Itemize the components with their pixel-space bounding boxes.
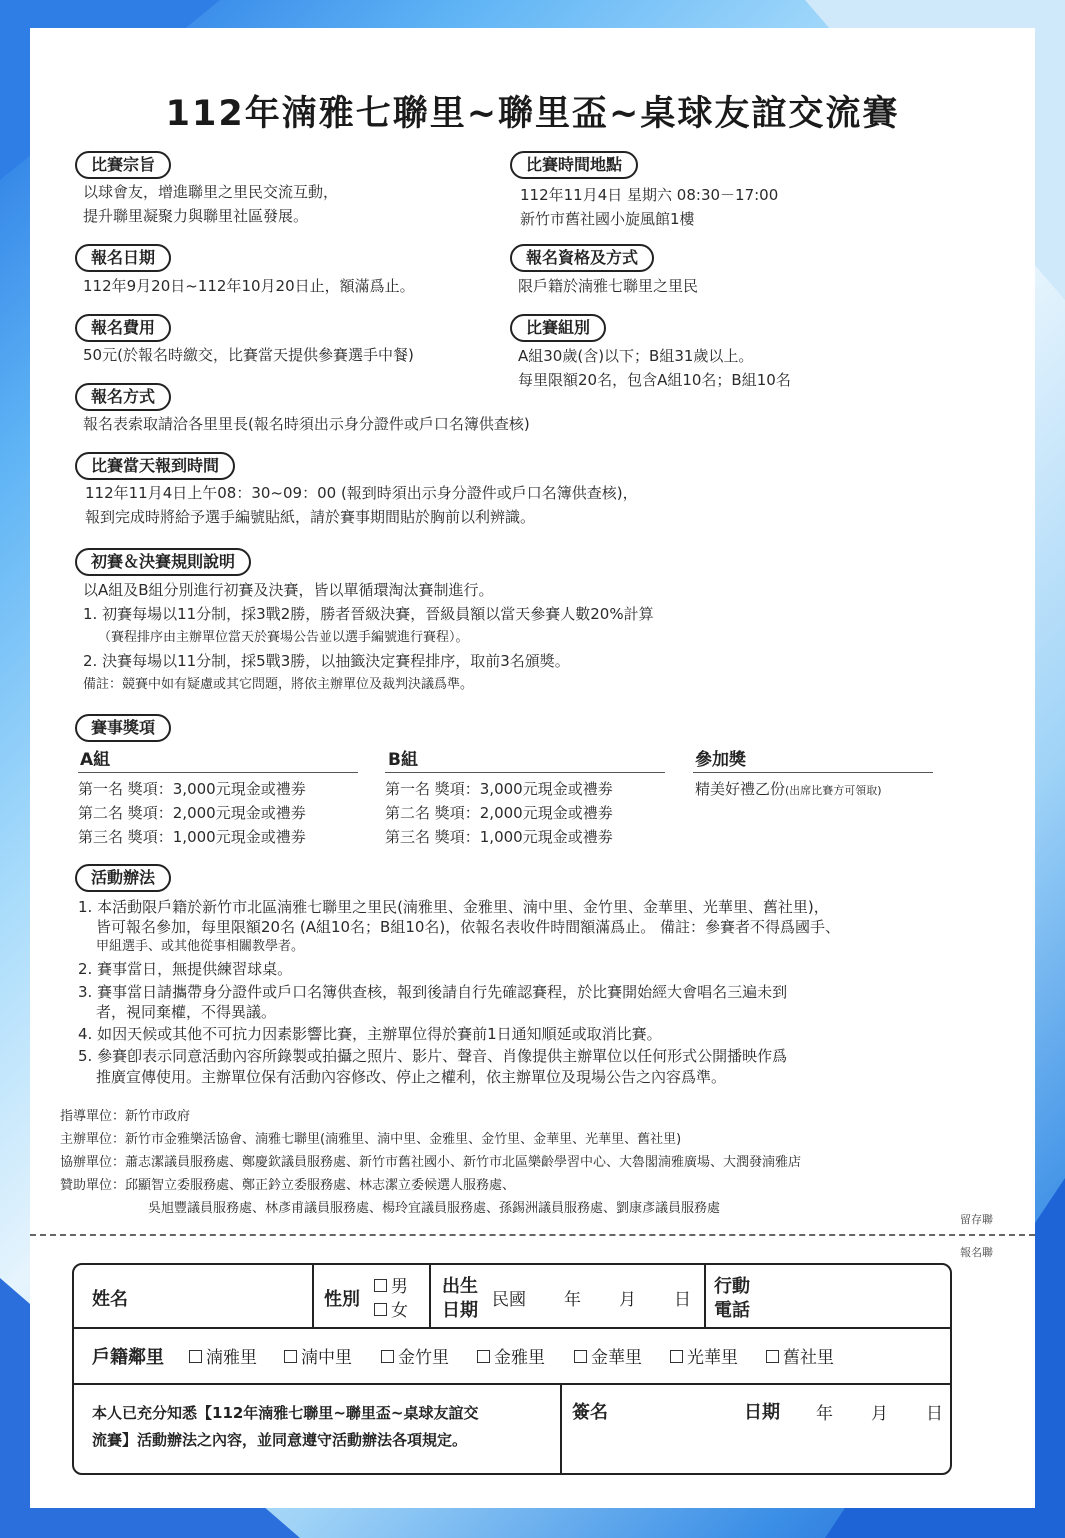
- village-option[interactable]: 舊社里: [766, 1343, 834, 1368]
- purpose-line: 以球會友，增進聯里之里民交流互動，: [83, 183, 339, 201]
- award-item: 第一名 獎項：3,000元現金或禮劵: [78, 780, 306, 798]
- rules-line: 1. 初賽每場以11分制，採3戰2勝，勝者晉級決賽，晉級員額以當天參賽人數20%計算: [83, 605, 654, 623]
- section-heading-fee: 報名費用: [75, 314, 171, 342]
- village-option[interactable]: 光華里: [670, 1343, 738, 1368]
- sign-year-label: 年: [816, 1404, 833, 1424]
- activity-line: 皆可報名參加，每里限額20名 (A組10名；B組10名)，依報名表收件時間額滿爲止。 備註：參賽者不得爲國手、: [96, 918, 841, 936]
- checkbox-icon: [284, 1350, 297, 1363]
- form-divider: [560, 1383, 562, 1473]
- award-group-a-label: A組: [80, 750, 111, 770]
- award-item: 第三名 獎項：1,000元現金或禮劵: [78, 828, 306, 846]
- birth-month-label: 月: [619, 1290, 636, 1310]
- section-heading-checkin: 比賽當天報到時間: [75, 452, 235, 480]
- signature-field[interactable]: [619, 1393, 739, 1463]
- form-divider: [704, 1265, 706, 1327]
- award-note: (出席比賽方可領取): [785, 784, 882, 797]
- poster-sheet: [30, 28, 1035, 1508]
- village-option[interactable]: 金雅里: [477, 1343, 545, 1368]
- form-divider: [74, 1327, 950, 1329]
- purpose-line: 提升聯里凝聚力與聯里社區發展。: [83, 207, 309, 225]
- village-option[interactable]: 湳中里: [284, 1343, 352, 1368]
- checkbox-icon: [374, 1303, 387, 1316]
- registration-form: [72, 1263, 952, 1475]
- name-field-label: 姓名: [92, 1289, 128, 1310]
- divider: [693, 772, 933, 773]
- poster-title: 112年湳雅七聯里~聯里盃~桌球友誼交流賽: [165, 94, 900, 134]
- divider: [385, 772, 665, 773]
- activity-line: 5. 參賽卽表示同意活動內容所錄製或拍攝之照片、影片、聲音、肖像提供主辦單位以任何形式公開播映作爲: [78, 1047, 788, 1065]
- section-heading-method: 報名方式: [75, 383, 171, 411]
- form-divider: [74, 1383, 950, 1385]
- village-option[interactable]: 湳雅里: [189, 1343, 257, 1368]
- activity-line: 3. 賽事當日請攜帶身分證件或戶口名簿供查核，報到後請自行先確認賽程，於比賽開始經大會唱名三遍未到: [78, 983, 788, 1001]
- activity-line: 2. 賽事當日，無提供練習球桌。: [78, 960, 293, 978]
- birth-day-label: 日: [674, 1290, 691, 1310]
- organizer-line: 吳旭豐議員服務處、林彥甫議員服務處、楊玲宜議員服務處、孫錫洲議員服務處、劉康彥議員服務處: [148, 1201, 721, 1216]
- time-place-line: 新竹市舊社國小旋風館1樓: [520, 210, 695, 228]
- activity-line: 推廣宣傳使用。主辦單位保有活動內容修改、停止之權利，依主辦單位及現場公告之內容爲準。: [96, 1068, 727, 1086]
- name-field[interactable]: [134, 1271, 304, 1321]
- award-item: 第三名 獎項：1,000元現金或禮劵: [385, 828, 613, 846]
- activity-line: 者，視同棄權，不得異議。: [96, 1003, 277, 1021]
- gender-field-label: 性別: [324, 1289, 360, 1310]
- section-heading-eligibility: 報名資格及方式: [510, 244, 654, 272]
- birth-field-label: 日期: [442, 1300, 478, 1321]
- groups-line: A組30歲(含)以下；B組31歲以上。: [518, 347, 754, 365]
- activity-line: 甲組選手、或其他從事相關教學者。: [96, 939, 305, 954]
- gender-female-option[interactable]: 女: [374, 1296, 408, 1321]
- sign-month-label: 月: [871, 1404, 888, 1424]
- checkbox-icon: [189, 1350, 202, 1363]
- section-heading-reg-date: 報名日期: [75, 244, 171, 272]
- phone-field-label: 行動: [714, 1276, 750, 1297]
- award-item: 第一名 獎項：3,000元現金或禮劵: [385, 780, 613, 798]
- gender-male-option[interactable]: 男: [374, 1272, 408, 1297]
- method-line: 報名表索取請洽各里里長(報名時須出示身分證件或戶口名簿供查核): [83, 415, 530, 433]
- rules-line: 2. 決賽每場以11分制，採5戰3勝，以抽籤決定賽程排序，取前3名頒獎。: [83, 652, 570, 670]
- checkin-line: 112年11月4日上午08：30~09：00 (報到時須出示身分證件或戶口名簿供查核)，: [85, 484, 638, 502]
- award-group-b-label: B組: [388, 750, 418, 770]
- divider: [78, 772, 358, 773]
- rules-line: 備註：競賽中如有疑慮或其它問題，將依主辦單位及裁判決議爲準。: [83, 677, 474, 692]
- birth-minguo-label: 民國: [492, 1290, 526, 1310]
- award-item: 精美好禮乙份: [695, 780, 786, 798]
- activity-line: 4. 如因天候或其他不可抗力因素影響比賽，主辦單位得於賽前1日通知順延或取消比賽。: [78, 1025, 662, 1043]
- village-option[interactable]: 金竹里: [381, 1343, 449, 1368]
- fee-line: 50元(於報名時繳交，比賽當天提供參賽選手中餐): [83, 346, 414, 364]
- organizer-line: 主辦單位：新竹市金雅樂活協會、湳雅七聯里(湳雅里、湳中里、金雅里、金竹里、金華里、光華里、舊社里): [60, 1132, 682, 1147]
- groups-line: 每里限額20名，包含A組10名；B組10名: [518, 371, 791, 389]
- organizer-line: 指導單位：新竹市政府: [60, 1109, 191, 1124]
- section-heading-purpose: 比賽宗旨: [75, 151, 171, 179]
- checkbox-icon: [477, 1350, 490, 1363]
- organizer-line: 協辦單位：蕭志潔議員服務處、鄭慶欽議員服務處、新竹市舊社國小、新竹市北區樂齡學習中心、大魯閣湳雅廣場、大潤發湳雅店: [60, 1155, 802, 1170]
- birth-field-label: 出生: [442, 1276, 478, 1297]
- form-divider: [312, 1265, 314, 1327]
- time-place-line: 112年11月4日 星期六 08:30－17:00: [520, 186, 779, 204]
- checkbox-icon: [381, 1350, 394, 1363]
- tear-line: [30, 1234, 1035, 1236]
- section-heading-awards: 賽事獎項: [75, 714, 171, 742]
- award-item: 第二名 獎項：2,000元現金或禮劵: [385, 804, 613, 822]
- rules-line: 以A組及B組分別進行初賽及決賽，皆以單循環淘汰賽制進行。: [83, 581, 494, 599]
- village-field-label: 戶籍鄰里: [92, 1347, 164, 1368]
- form-divider: [429, 1265, 431, 1327]
- sign-day-label: 日: [926, 1404, 943, 1424]
- reg-date-line: 112年9月20日~112年10月20日止，額滿爲止。: [83, 277, 415, 295]
- award-participation-label: 參加獎: [695, 750, 746, 770]
- checkbox-icon: [766, 1350, 779, 1363]
- section-heading-activity: 活動辦法: [75, 864, 171, 892]
- checkin-line: 報到完成時將給予選手編號貼紙，請於賽事期間貼於胸前以利辨識。: [85, 508, 536, 526]
- section-heading-groups: 比賽組別: [510, 314, 606, 342]
- phone-field[interactable]: [764, 1271, 940, 1321]
- birth-date-field[interactable]: [529, 1271, 699, 1321]
- phone-field-label: 電話: [714, 1300, 750, 1321]
- section-heading-time-place: 比賽時間地點: [510, 151, 638, 179]
- checkbox-icon: [670, 1350, 683, 1363]
- birth-year-label: 年: [564, 1290, 581, 1310]
- eligibility-line: 限戶籍於湳雅七聯里之里民: [518, 277, 699, 295]
- sign-date-label: 日期: [744, 1402, 780, 1423]
- section-heading-rules: 初賽＆決賽規則說明: [75, 548, 251, 576]
- stub-reg-label: 報名聯: [960, 1246, 993, 1259]
- checkbox-icon: [574, 1350, 587, 1363]
- activity-line: 1. 本活動限戶籍於新竹市北區湳雅七聯里之里民(湳雅里、金雅里、湳中里、金竹里、金華里、光華里、舊社里)，: [78, 898, 829, 916]
- checkbox-icon: [374, 1279, 387, 1292]
- village-option[interactable]: 金華里: [574, 1343, 642, 1368]
- signature-label: 簽名: [572, 1402, 608, 1423]
- agreement-text: 流賽】活動辦法之內容，並同意遵守活動辦法各項規定。: [92, 1431, 468, 1449]
- award-item: 第二名 獎項：2,000元現金或禮劵: [78, 804, 306, 822]
- agreement-text: 本人已充分知悉【112年湳雅七聯里~聯里盃~桌球友誼交: [92, 1404, 479, 1422]
- organizer-line: 贊助單位：邱顯智立委服務處、鄭正鈐立委服務處、林志潔立委候選人服務處、: [60, 1178, 516, 1193]
- rules-line: （賽程排序由主辦單位當天於賽場公告並以選手編號進行賽程）。: [98, 630, 469, 645]
- stub-keep-label: 留存聯: [960, 1213, 993, 1226]
